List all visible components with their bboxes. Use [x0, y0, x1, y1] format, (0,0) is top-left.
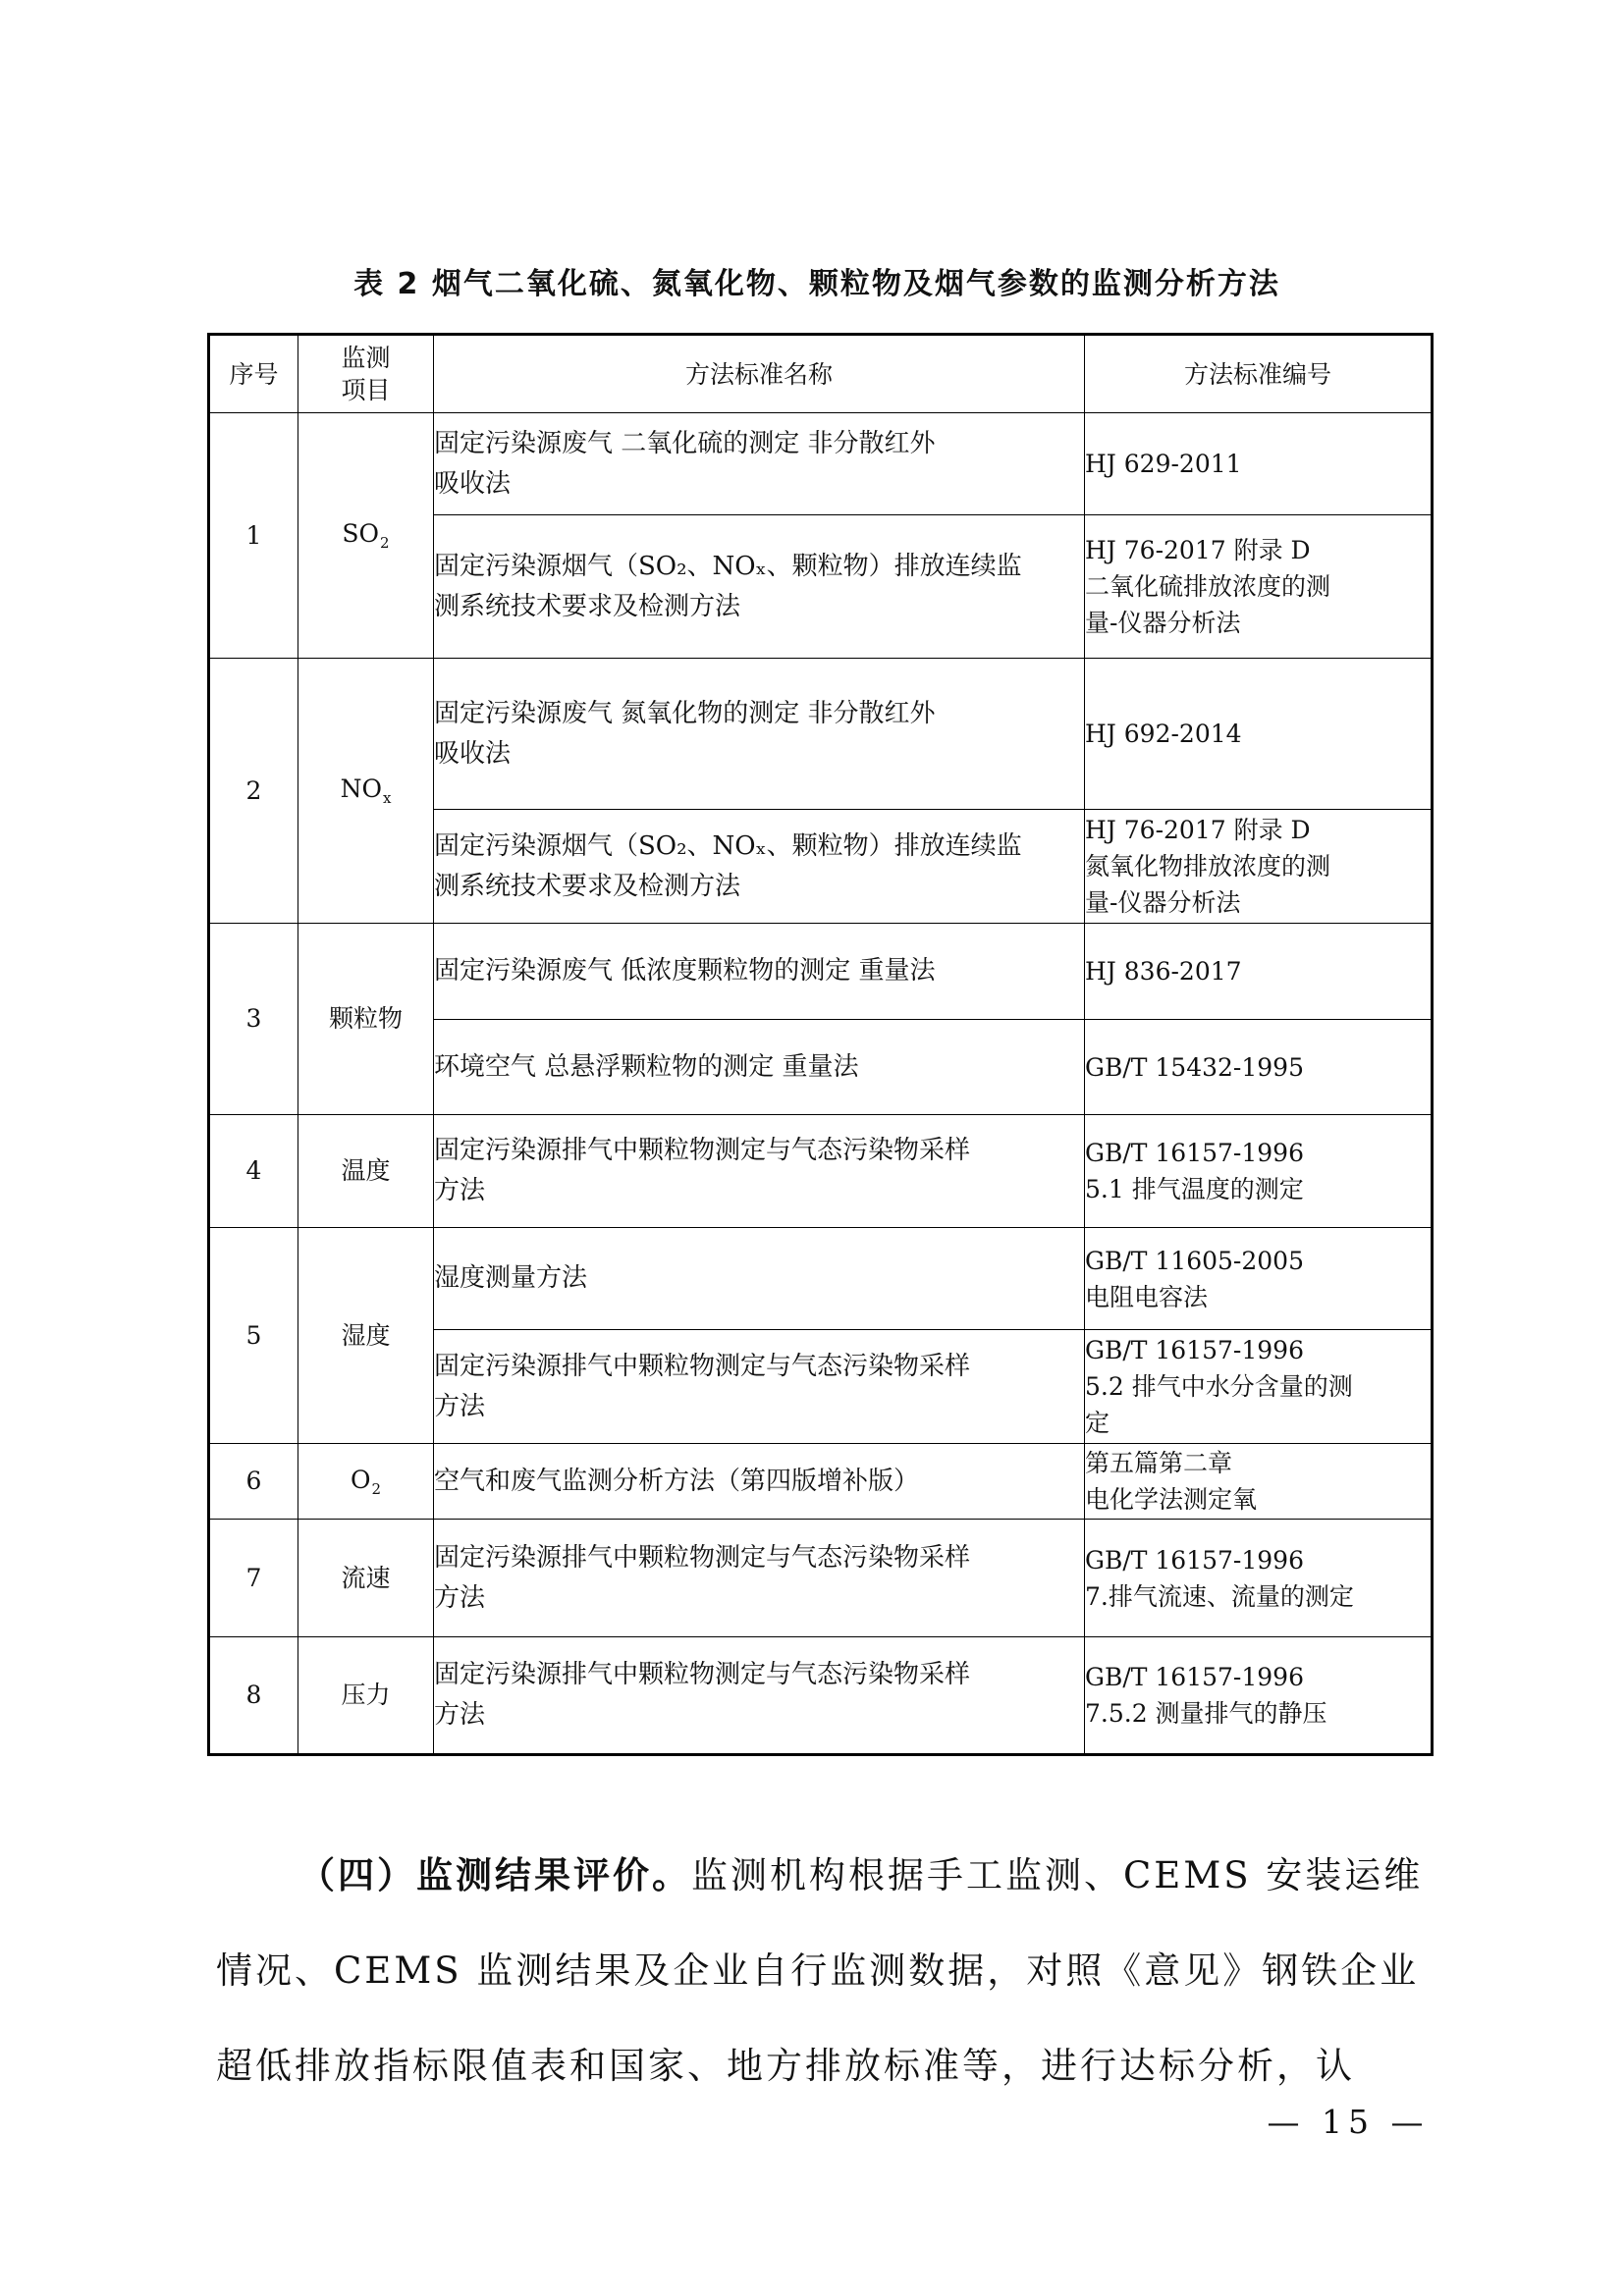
method-name-line: 固定污染源排气中颗粒物测定与气态污染物采样 [434, 1660, 971, 1689]
monitoring-item-name: SO [342, 519, 380, 548]
paragraph-line-3: 超低排放指标限值表和国家、地方排放标准等，进行达标分析，认 [216, 2045, 1355, 2087]
method-name-line: 方法 [434, 1582, 486, 1613]
method-code [1085, 659, 1433, 810]
monitoring-item-name: O [350, 1465, 371, 1494]
method-name [434, 1020, 1085, 1115]
row-number: 7 [209, 1520, 298, 1637]
table-row [209, 659, 1433, 810]
method-code-line: 定 [1085, 1409, 1110, 1437]
method-code [1085, 515, 1433, 659]
method-code [1085, 1637, 1433, 1755]
row-number: 2 [209, 659, 298, 924]
paragraph-line-2: 情况、CEMS 监测结果及企业自行监测数据，对照《意见》钢铁企业 [216, 1949, 1420, 1992]
method-code-line: GB/T 16157-1996 [1085, 1336, 1304, 1364]
monitoring-item [298, 1520, 434, 1637]
monitoring-item [298, 1444, 434, 1520]
table-row [209, 1115, 1433, 1228]
method-name-line: 环境空气 总悬浮颗粒物的测定 重量法 [434, 1051, 859, 1082]
method-name-line: 方法 [434, 1700, 486, 1730]
method-name-line: 吸收法 [434, 468, 512, 499]
method-name [434, 1444, 1085, 1520]
monitoring-item [298, 1115, 434, 1228]
method-name [434, 413, 1085, 515]
method-code-line: GB/T 16157-1996 [1085, 1545, 1304, 1575]
method-name-line: 固定污染源废气 二氧化硫的测定 非分散红外 [434, 428, 936, 458]
method-name [434, 924, 1085, 1020]
method-name [434, 1330, 1085, 1444]
method-code [1085, 1228, 1433, 1330]
method-code-line: GB/T 16157-1996 [1085, 1663, 1304, 1691]
method-code [1085, 1444, 1433, 1520]
table-row [209, 1637, 1433, 1755]
table-body [209, 413, 1433, 1755]
row-number: 5 [209, 1228, 298, 1444]
header-item-line2: 项目 [341, 376, 391, 404]
method-code [1085, 1330, 1433, 1444]
monitoring-item [298, 1637, 434, 1755]
monitoring-item [298, 413, 434, 659]
method-code-line: 第五篇第二章 [1085, 1449, 1233, 1477]
method-name [434, 1228, 1085, 1330]
monitoring-item [298, 659, 434, 924]
method-name-line: 固定污染源排气中颗粒物测定与气态污染物采样 [434, 1542, 971, 1573]
row-number: 6 [209, 1444, 298, 1520]
header-item-line1: 监测 [341, 344, 391, 372]
monitoring-item-name: NO [340, 774, 382, 803]
evaluation-paragraph [216, 1828, 1434, 2113]
method-code [1085, 1115, 1433, 1228]
method-code-line: HJ 692-2014 [1085, 720, 1242, 748]
method-name-line: 测系统技术要求及检测方法 [434, 871, 741, 901]
monitoring-item [298, 924, 434, 1115]
method-code-line: 二氧化硫排放浓度的测 [1085, 572, 1331, 601]
method-name-line: 固定污染源烟气（SO₂、NOₓ、颗粒物）排放连续监 [434, 551, 1022, 581]
method-code-line: GB/T 15432-1995 [1085, 1052, 1304, 1082]
table-row [209, 1444, 1433, 1520]
monitoring-item-subscript: 2 [371, 1479, 382, 1498]
paragraph-line-1-text: 监测机构根据手工监测、CEMS 安装运维 [691, 1854, 1424, 1896]
header-method-name: 方法标准名称 [434, 335, 1085, 413]
monitoring-item-name: 流速 [341, 1563, 391, 1592]
method-name-line: 吸收法 [434, 738, 512, 769]
monitoring-item-name: 颗粒物 [328, 1004, 403, 1033]
method-code-line: HJ 629-2011 [1085, 450, 1242, 478]
method-name-line: 湿度测量方法 [434, 1263, 588, 1293]
method-code [1085, 413, 1433, 515]
monitoring-methods-table [207, 333, 1434, 1756]
method-name-line: 固定污染源废气 氮氧化物的测定 非分散红外 [434, 698, 936, 728]
row-number: 4 [209, 1115, 298, 1228]
method-code-line: 电阻电容法 [1085, 1282, 1209, 1311]
header-method-code: 方法标准编号 [1085, 335, 1433, 413]
header-no: 序号 [209, 335, 298, 413]
header-item [298, 335, 434, 413]
table-row [209, 1520, 1433, 1637]
monitoring-item-subscript: 2 [380, 534, 390, 552]
monitoring-item-name: 湿度 [341, 1320, 391, 1350]
method-code [1085, 810, 1433, 924]
method-code-line: GB/T 11605-2005 [1085, 1246, 1304, 1275]
method-code-line: HJ 76-2017 附录 D [1085, 816, 1311, 844]
row-number: 3 [209, 924, 298, 1115]
page-number: — 15 — [1267, 2103, 1430, 2141]
monitoring-item-name: 压力 [341, 1681, 391, 1709]
table-row [209, 1228, 1433, 1330]
method-name [434, 1520, 1085, 1637]
method-code-line: 氮氧化物排放浓度的测 [1085, 852, 1331, 881]
method-code [1085, 1020, 1433, 1115]
method-name-line: 固定污染源排气中颗粒物测定与气态污染物采样 [434, 1136, 971, 1165]
method-code-line: 5.1 排气温度的测定 [1085, 1175, 1304, 1203]
method-code-line: 7.排气流速、流量的测定 [1085, 1581, 1354, 1611]
table-caption: 表 2 烟气二氧化硫、氮氧化物、颗粒物及烟气参数的监测分析方法 [353, 267, 1280, 301]
method-code-line: 电化学法测定氧 [1085, 1485, 1258, 1514]
method-name [434, 810, 1085, 924]
method-code [1085, 1520, 1433, 1637]
method-name-line: 固定污染源烟气（SO₂、NOₓ、颗粒物）排放连续监 [434, 830, 1022, 861]
method-code-line: HJ 836-2017 [1085, 957, 1242, 986]
method-code-line: 量-仪器分析法 [1085, 888, 1241, 917]
paragraph-line-1 [216, 1828, 1434, 1923]
method-name-line: 空气和废气监测分析方法（第四版增补版） [434, 1466, 920, 1496]
monitoring-item-name: 温度 [341, 1156, 391, 1185]
method-code [1085, 924, 1433, 1020]
method-name-line: 固定污染源排气中颗粒物测定与气态污染物采样 [434, 1351, 971, 1381]
method-name-line: 方法 [434, 1391, 486, 1421]
row-number: 1 [209, 413, 298, 659]
method-code-line: 5.2 排气中水分含量的测 [1085, 1372, 1353, 1401]
method-name [434, 515, 1085, 659]
method-name [434, 1115, 1085, 1228]
method-code-line: 量-仪器分析法 [1085, 609, 1241, 637]
monitoring-item-subscript: x [382, 789, 392, 807]
method-name [434, 659, 1085, 810]
method-name [434, 1637, 1085, 1755]
method-name-line: 固定污染源废气 低浓度颗粒物的测定 重量法 [434, 956, 936, 986]
paragraph-heading: （四）监测结果评价。 [298, 1854, 691, 1896]
table-header-row [209, 335, 1433, 413]
method-code-line: GB/T 16157-1996 [1085, 1139, 1304, 1167]
method-name-line: 测系统技术要求及检测方法 [434, 591, 741, 621]
table-row [209, 924, 1433, 1020]
method-code-line: 7.5.2 测量排气的静压 [1085, 1699, 1327, 1728]
table-row [209, 413, 1433, 515]
row-number: 8 [209, 1637, 298, 1755]
method-code-line: HJ 76-2017 附录 D [1085, 536, 1311, 564]
method-name-line: 方法 [434, 1176, 486, 1205]
monitoring-item [298, 1228, 434, 1444]
